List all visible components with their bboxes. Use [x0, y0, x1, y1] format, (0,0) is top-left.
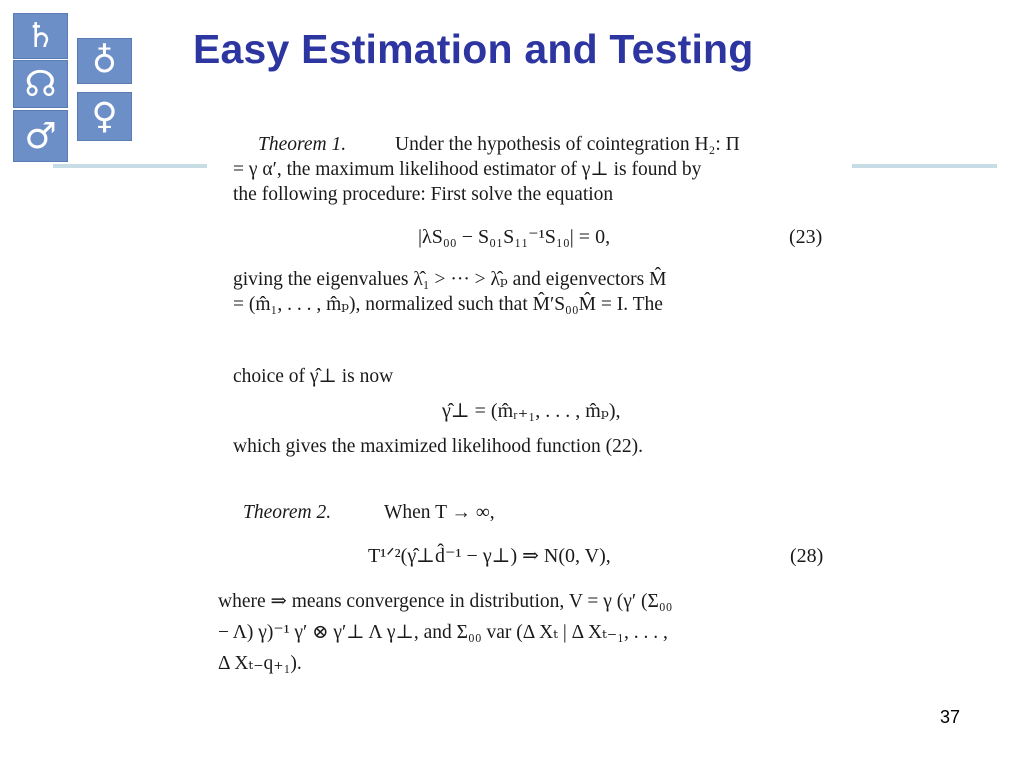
theorem-1-line-3: the following procedure: First solve the equation [233, 184, 614, 205]
theorem-1-equation: |λS₀₀ − S₀₁S₁₁⁻¹S₁₀| = 0, [418, 226, 611, 248]
theorem-2-equation: T¹ᐟ²(γ̂⊥d̂⁻¹ − γ⊥) ⇒ N(0, V), [368, 545, 611, 567]
theorem-1-equation-number: (23) [789, 226, 823, 248]
theorem-1-line-7: which gives the maximized likelihood function (22). [233, 436, 643, 457]
theorem-2-equation-number: (28) [790, 545, 824, 567]
theorem-2-line-1: When T → ∞, [384, 502, 495, 523]
saturn-symbol-icon: ♄ [25, 16, 56, 56]
theorem-1-line-4: giving the eigenvalues λ̂₁ > ··· > λ̂ₚ and eigenvectors M̂ [233, 269, 667, 290]
theorem-2-label: Theorem 2. [243, 502, 332, 523]
theorem-1-line-2: = γ α′, the maximum likelihood estimator of γ⊥ is found by [233, 159, 702, 180]
theorem-1-line-6: choice of γ̂⊥ is now [233, 366, 394, 387]
theorem-1-equation-2: γ̂⊥ = (m̂ᵣ₊₁, . . . , m̂ₚ), [442, 400, 621, 422]
mars-symbol-icon: ♂ [24, 115, 57, 157]
earth-symbol-icon: ♁ [92, 41, 117, 81]
theorem-2-line-2: where ⇒ means convergence in distribution, V = γ (γ′ (Σ₀₀ [218, 591, 673, 612]
logo-tile-node [13, 60, 68, 108]
ascending-node-icon: ☊ [24, 63, 57, 105]
logo-tile-saturn [13, 13, 68, 59]
venus-symbol-icon: ♀ [91, 96, 118, 137]
logo-tile-venus [77, 92, 132, 141]
logo-tile-mars [13, 110, 68, 162]
page-number: 37 [940, 707, 961, 727]
theorem-1-line-5: = (m̂₁, . . . , m̂ₚ), normalized such that M̂′S₀₀M̂ = I. The [233, 294, 663, 315]
title-rule-left [53, 164, 207, 168]
theorem-1-label: Theorem 1. [258, 134, 347, 155]
title-rule-right [852, 164, 997, 168]
theorem-2-line-4: Δ Xₜ₋q₊₁). [218, 653, 302, 674]
slide-title: Easy Estimation and Testing [193, 26, 754, 72]
theorem-1-line-1: Under the hypothesis of cointegration H₂: Π [395, 134, 740, 155]
logo-tile-earth [77, 38, 132, 84]
theorem-2-line-3: − Λ) γ)⁻¹ γ′ ⊗ γ′⊥ Λ γ⊥, and Σ₀₀ var (Δ Xₜ | Δ Xₜ₋₁, . . . , [218, 622, 668, 643]
